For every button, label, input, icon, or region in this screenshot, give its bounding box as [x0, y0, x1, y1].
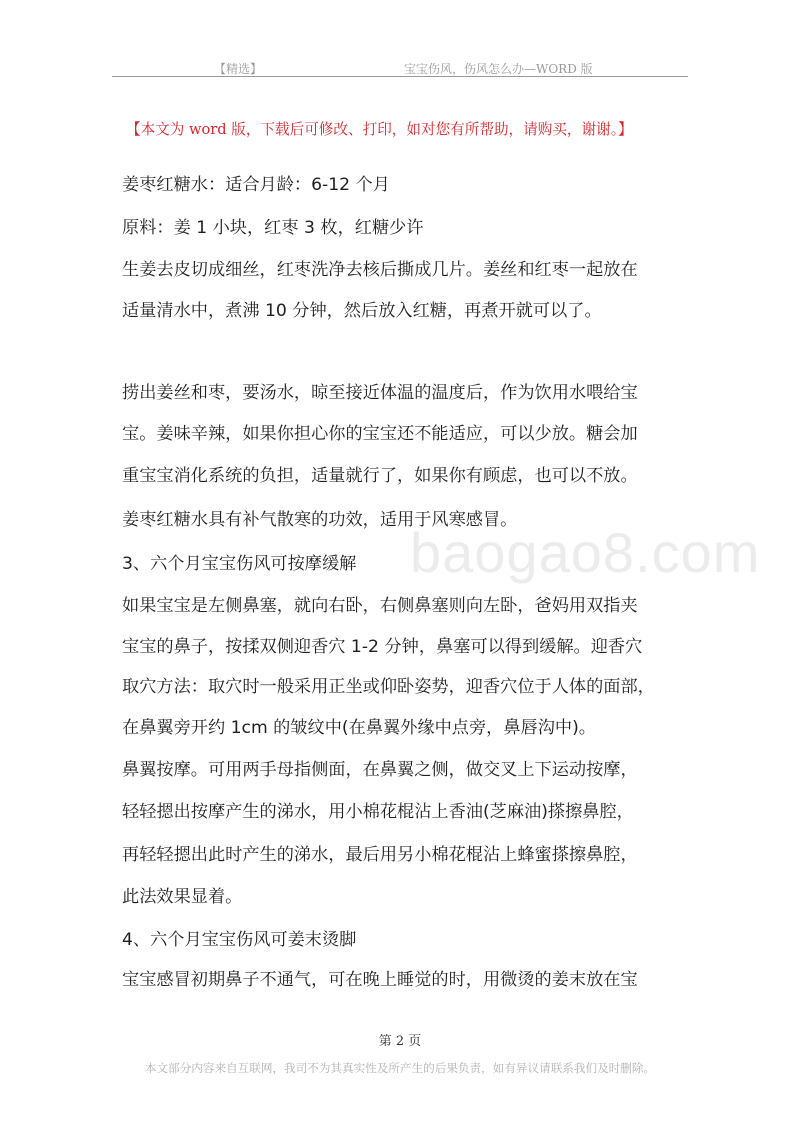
- page-header: [112, 58, 688, 78]
- section-heading: 4、六个月宝宝伤风可姜末烫脚: [122, 930, 357, 950]
- header-left-label: 【精选】: [214, 62, 263, 76]
- header-divider: [112, 76, 688, 77]
- body-line: 轻轻摁出按摩产生的涕水，用小棉花棍沾上香油(芝麻油)搽擦鼻腔，: [122, 802, 634, 822]
- body-line: 在鼻翼旁开约 1cm 的皱纹中(在鼻翼外缘中点旁，鼻唇沟中)。: [122, 718, 596, 738]
- body-line: 此法效果显着。: [122, 887, 243, 907]
- body-line: 宝宝感冒初期鼻子不通气，可在晚上睡觉的时，用微烫的姜末放在宝: [122, 970, 638, 990]
- body-line: 姜枣红糖水：适合月龄：6-12 个月: [122, 175, 390, 195]
- body-line: 捞出姜丝和枣，要汤水，晾至接近体温的温度后，作为饮用水喂给宝: [122, 383, 638, 403]
- site-watermark: baogao8.com: [410, 521, 761, 584]
- body-line: 生姜去皮切成细丝，红枣洗净去核后撕成几片。姜丝和红枣一起放在: [122, 260, 638, 280]
- page-number: 第 2 页: [378, 1034, 422, 1049]
- download-notice: 【本文为 word 版，下载后可修改、打印，如对您有所帮助，请购买，谢谢。】: [126, 121, 633, 138]
- body-line: 宝宝的鼻子，按揉双侧迎香穴 1-2 分钟，鼻塞可以得到缓解。迎香穴: [122, 637, 643, 657]
- section-heading: 3、六个月宝宝伤风可按摩缓解: [122, 554, 357, 574]
- disclaimer-note: 本文部分内容来自互联网，我司不为其真实性及所产生的后果负责，如有异议请联系我们及时删除。: [144, 1061, 656, 1075]
- body-line: 如果宝宝是左侧鼻塞，就向右卧，右侧鼻塞则向左卧，爸妈用双指夹: [122, 596, 638, 616]
- body-line: 原料：姜 1 小块，红枣 3 枚，红糖少许: [122, 218, 424, 238]
- body-line: 取穴方法：取穴时一般采用正坐或仰卧姿势，迎香穴位于人体的面部，: [122, 677, 655, 697]
- header-title: 宝宝伤风，伤风怎么办—WORD 版: [404, 62, 593, 76]
- body-line: 鼻翼按摩。可用两手母指侧面，在鼻翼之侧，做交叉上下运动按摩，: [122, 760, 638, 780]
- body-line: 姜枣红糖水具有补气散寒的功效，适用于风寒感冒。: [122, 510, 518, 530]
- body-line: 再轻轻摁出此时产生的涕水，最后用另小棉花棍沾上蜂蜜搽擦鼻腔，: [122, 845, 638, 865]
- body-line: 宝。姜味辛辣，如果你担心你的宝宝还不能适应，可以少放。糖会加: [122, 424, 638, 444]
- body-line: 重宝宝消化系统的负担，适量就行了，如果你有顾虑，也可以不放。: [122, 466, 638, 486]
- body-line: 适量清水中，煮沸 10 分钟，然后放入红糖，再煮开就可以了。: [122, 301, 602, 321]
